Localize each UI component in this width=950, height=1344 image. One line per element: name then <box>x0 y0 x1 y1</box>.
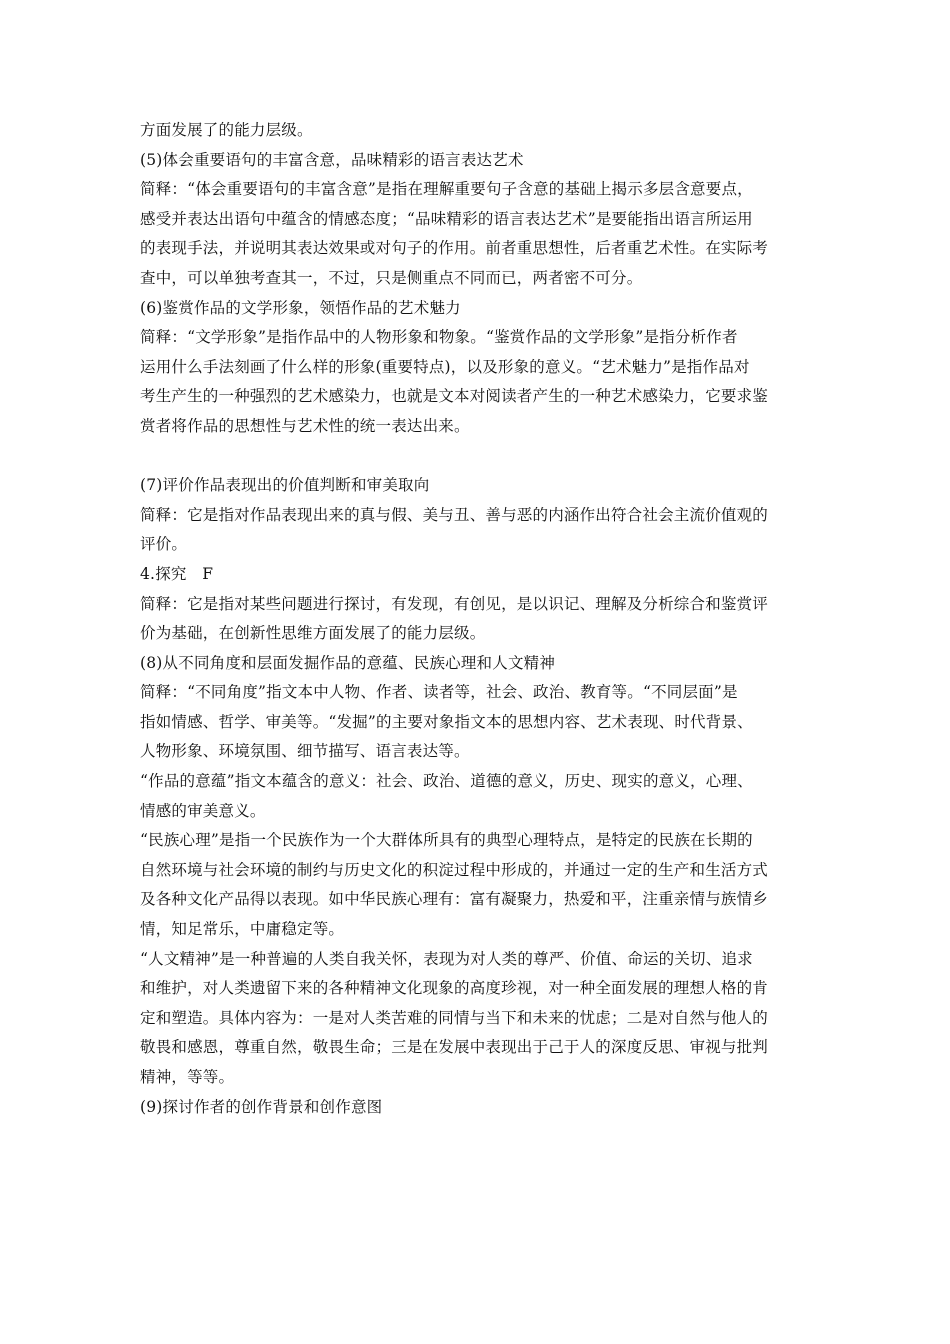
text-line: 和维护，对人类遗留下来的各种精神文化现象的高度珍视，对一种全面发展的理想人格的肯 <box>140 979 769 998</box>
text-line: 人物形象、环境氛围、细节描写、语言表达等。 <box>140 742 470 761</box>
text-line: 指如情感、哲学、审美等。“发掘”的主要对象指文本的思想内容、艺术表现、时代背景、 <box>140 712 753 731</box>
heading-explore: 4.探究 F <box>140 564 214 583</box>
text-line: 感受并表达出语句中蕴含的情感态度；“品味精彩的语言表达艺术”是要能指出语言所运用 <box>140 209 753 228</box>
section-block-b <box>140 471 812 1122</box>
text-line: “作品的意蕴”指文本蕴含的意义：社会、政治、道德的意义，历史、现实的意义，心理、 <box>140 772 753 791</box>
text-line: 简释：“不同角度”指文本中人物、作者、读者等，社会、政治、教育等。“不同层面”是 <box>140 683 738 702</box>
text-line: 简释：它是指对某些问题进行探讨，有发现，有创见，是以识记、理解及分析综合和鉴赏评 <box>140 594 769 613</box>
section-block-a <box>140 116 812 442</box>
text-line: 的表现手法，并说明其表达效果或对句子的作用。前者重思想性，后者重艺术性。在实际考 <box>140 239 769 258</box>
text-line: 价为基础，在创新性思维方面发展了的能力层级。 <box>140 624 486 643</box>
heading-item-9: (9)探讨作者的创作背景和创作意图 <box>140 1097 383 1116</box>
text-line: 运用什么手法刻画了什么样的形象(重要特点)，以及形象的意义。“艺术魅力”是指作品对 <box>140 357 750 376</box>
text-line: 简释：“文学形象”是指作品中的人物形象和物象。“鉴赏作品的文学形象”是指分析作者 <box>140 328 738 347</box>
heading-item-8: (8)从不同角度和层面发掘作品的意蕴、民族心理和人文精神 <box>140 653 556 672</box>
text-line: “民族心理”是指一个民族作为一个大群体所具有的典型心理特点，是特定的民族在长期的 <box>140 831 753 850</box>
heading-item-6: (6)鉴赏作品的文学形象，领悟作品的艺术魅力 <box>140 298 461 317</box>
text-line: 查中，可以单独考查其一，不过，只是侧重点不同而已，两者密不可分。 <box>140 268 643 287</box>
document-page <box>140 116 812 1122</box>
text-line: 简释：“体会重要语句的丰富含意”是指在理解重要句子含意的基础上揭示多层含意要点， <box>140 180 753 199</box>
text-line: 自然环境与社会环境的制约与历史文化的积淀过程中形成的，并通过一定的生产和生活方式 <box>140 860 769 879</box>
text-line: 及各种文化产品得以表现。如中华民族心理有：富有凝聚力，热爱和平，注重亲情与族情乡 <box>140 890 769 909</box>
text-line: 敬畏和感恩，尊重自然，敬畏生命；三是在发展中表现出于己于人的深度反思、审视与批判 <box>140 1038 769 1057</box>
paragraph-gap <box>140 442 812 472</box>
text-line: 精神，等等。 <box>140 1068 235 1086</box>
text-line: 简释：它是指对作品表现出来的真与假、美与丑、善与恶的内涵作出符合社会主流价值观的 <box>140 505 769 524</box>
text-line: 赏者将作品的思想性与艺术性的统一表达出来。 <box>140 416 470 435</box>
text-line: 评价。 <box>140 535 188 554</box>
text-line: 情，知足常乐，中庸稳定等。 <box>140 920 345 939</box>
text-line: 情感的审美意义。 <box>140 801 266 820</box>
text-line: 定和塑造。具体内容为：一是对人类苦难的同情与当下和未来的忧虑；二是对自然与他人的 <box>140 1008 769 1027</box>
text-line: 方面发展了的能力层级。 <box>140 121 313 139</box>
text-line: 考生产生的一种强烈的艺术感染力，也就是文本对阅读者产生的一种艺术感染力，它要求鉴 <box>140 387 769 406</box>
heading-item-7: (7)评价作品表现出的价值判断和审美取向 <box>140 476 430 495</box>
text-line: “人文精神”是一种普遍的人类自我关怀，表现为对人类的尊严、价值、命运的关切、追求 <box>140 949 753 968</box>
heading-item-5: (5)体会重要语句的丰富含意，品味精彩的语言表达艺术 <box>140 150 524 169</box>
